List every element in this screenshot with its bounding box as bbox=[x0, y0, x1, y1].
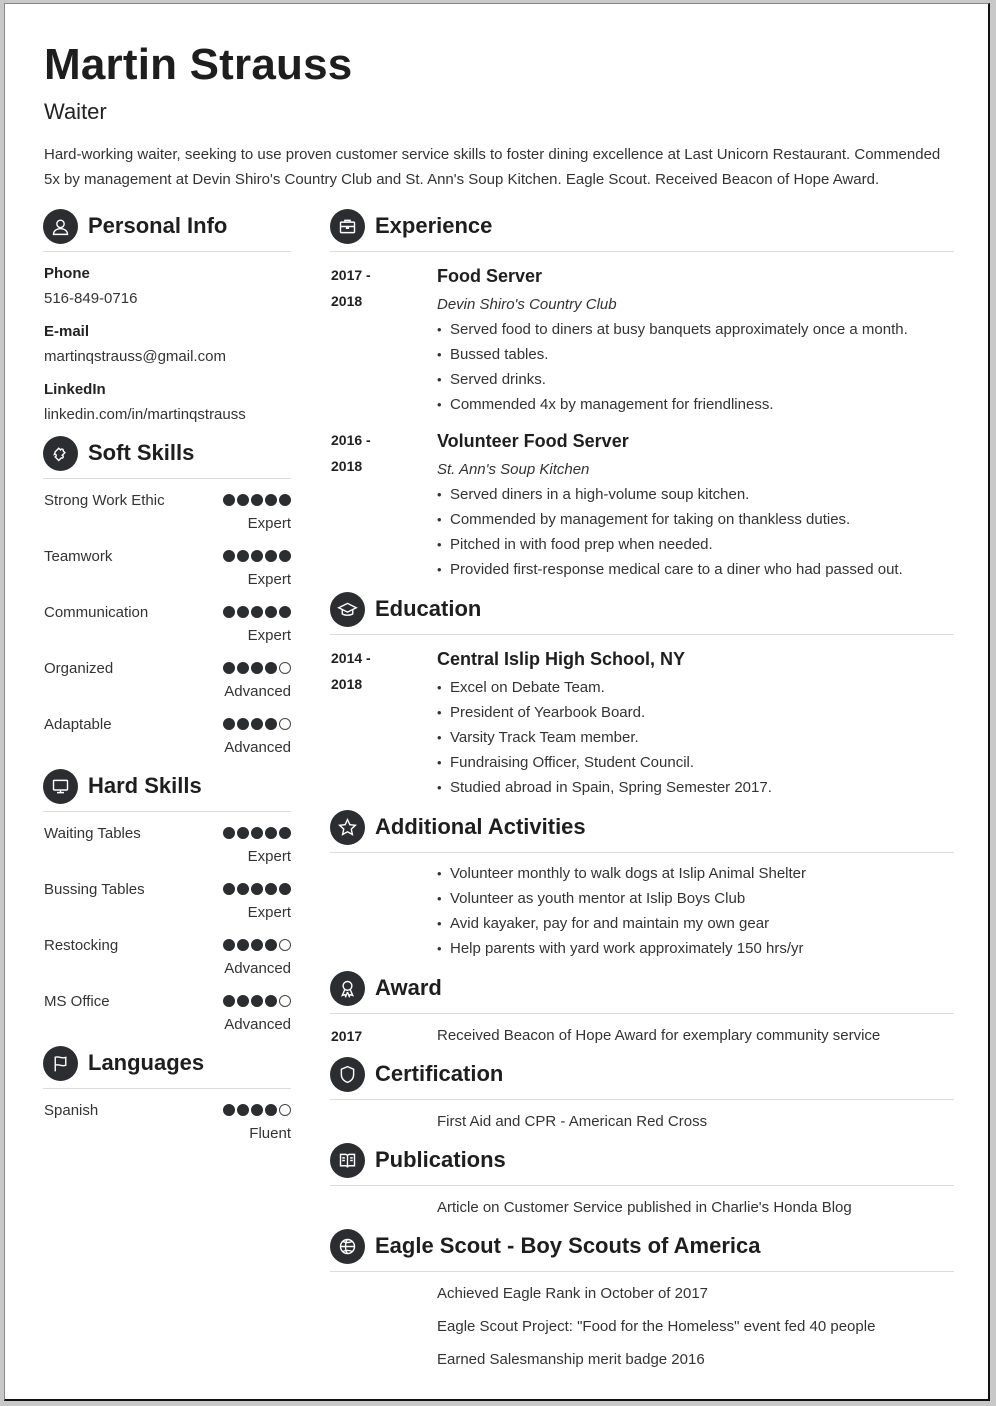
divider bbox=[43, 251, 291, 252]
section-title: Publications bbox=[375, 1147, 506, 1172]
skill-level: Expert bbox=[247, 515, 291, 532]
linkedin-value[interactable]: linkedin.com/in/martinqstrauss bbox=[44, 406, 246, 423]
date-range: 2016 - 2018 bbox=[331, 432, 371, 474]
divider bbox=[330, 1099, 954, 1100]
section-personal-info bbox=[43, 206, 227, 246]
graduation-cap-icon bbox=[330, 592, 365, 627]
rating-dots bbox=[223, 939, 291, 951]
section-title: Additional Activities bbox=[375, 814, 586, 839]
publication-text: Article on Customer Service published in Charlie's Honda Blog bbox=[437, 1199, 852, 1216]
section-education bbox=[330, 589, 481, 629]
section-publications bbox=[330, 1140, 506, 1180]
divider bbox=[43, 478, 291, 479]
person-icon bbox=[43, 209, 78, 244]
section-experience bbox=[330, 206, 492, 246]
skill-name: Communication bbox=[44, 604, 149, 621]
award-text: Received Beacon of Hope Award for exemplary community service bbox=[437, 1027, 881, 1044]
skill-item bbox=[44, 993, 291, 1043]
award-year: 2017 bbox=[331, 1028, 363, 1044]
skill-name: Organized bbox=[44, 660, 114, 677]
certification-text: First Aid and CPR - American Red Cross bbox=[437, 1113, 708, 1130]
section-title: Eagle Scout - Boy Scouts of America bbox=[375, 1233, 761, 1258]
phone-value: 516-849-0716 bbox=[44, 290, 138, 307]
section-award bbox=[330, 968, 442, 1008]
star-icon bbox=[330, 810, 365, 845]
section-title: Certification bbox=[375, 1061, 504, 1086]
candidate-name: Martin Strauss bbox=[44, 40, 353, 89]
rating-dots bbox=[223, 1104, 291, 1116]
job-bullets: • Served food to diners at busy banquets approximately once a month. • Bussed tables. • Served drinks. • Commended 4x by management for friendliness. bbox=[437, 317, 908, 417]
rating-dots bbox=[223, 550, 291, 562]
job-bullets: • Served diners in a high-volume soup kitchen. • Commended by management for taking on thankless duties. • Pitched in with food prep when needed. • Provided first-response medical care to a diner who had passed out. bbox=[437, 482, 903, 582]
skill-name: Strong Work Ethic bbox=[44, 492, 165, 509]
job-role: Volunteer Food Server bbox=[437, 431, 629, 451]
job-title: Waiter bbox=[44, 99, 107, 124]
briefcase-icon bbox=[330, 209, 365, 244]
skill-item bbox=[44, 825, 291, 875]
section-title: Languages bbox=[88, 1050, 205, 1075]
skill-level: Expert bbox=[247, 904, 291, 921]
ball-icon bbox=[330, 1229, 365, 1264]
skill-level: Expert bbox=[247, 627, 291, 644]
linkedin-label: LinkedIn bbox=[44, 381, 106, 398]
divider bbox=[330, 1271, 954, 1272]
skill-level: Advanced bbox=[224, 739, 291, 756]
email-label: E-mail bbox=[44, 323, 90, 340]
skill-item bbox=[44, 716, 291, 766]
skill-item bbox=[44, 492, 291, 542]
job-role: Food Server bbox=[437, 266, 543, 286]
skill-item bbox=[44, 660, 291, 710]
skill-name: Adaptable bbox=[44, 716, 112, 733]
monitor-icon bbox=[43, 769, 78, 804]
skill-level: Expert bbox=[247, 848, 291, 865]
section-title: Award bbox=[375, 975, 442, 1000]
puzzle-icon bbox=[43, 436, 78, 471]
book-icon bbox=[330, 1143, 365, 1178]
activities-bullets: • Volunteer monthly to walk dogs at Islip Animal Shelter • Volunteer as youth mentor at Islip Boys Club • Avid kayaker, pay for and maintain my own gear • Help parents with yard work approximately 150 hrs/yr bbox=[437, 861, 806, 961]
skill-name: MS Office bbox=[44, 993, 110, 1010]
section-title: Personal Info bbox=[88, 213, 228, 238]
section-hard-skills bbox=[43, 766, 202, 806]
section-title: Soft Skills bbox=[88, 440, 195, 465]
divider bbox=[330, 251, 954, 252]
skill-level: Advanced bbox=[224, 1016, 291, 1033]
eagle-scout-item: Eagle Scout Project: "Food for the Homeless" event fed 40 people bbox=[437, 1318, 876, 1335]
divider bbox=[330, 1185, 954, 1186]
skill-level: Expert bbox=[247, 571, 291, 588]
rating-dots bbox=[223, 662, 291, 674]
shield-icon bbox=[330, 1057, 365, 1092]
section-languages bbox=[43, 1043, 204, 1083]
divider bbox=[330, 852, 954, 853]
rating-dots bbox=[223, 827, 291, 839]
section-title: Experience bbox=[375, 213, 493, 238]
flag-icon bbox=[43, 1046, 78, 1081]
date-range: 2017 - 2018 bbox=[331, 267, 371, 309]
skill-item bbox=[44, 881, 291, 931]
divider bbox=[43, 811, 291, 812]
divider bbox=[43, 1088, 291, 1089]
section-soft-skills bbox=[43, 433, 194, 473]
education-bullets: • Excel on Debate Team. • President of Yearbook Board. • Varsity Track Team member. • Fundraising Officer, Student Council. • Studied abroad in Spain, Spring Semester 2017. bbox=[437, 675, 772, 800]
rating-dots bbox=[223, 494, 291, 506]
eagle-scout-item: Achieved Eagle Rank in October of 2017 bbox=[437, 1285, 709, 1302]
rating-dots bbox=[223, 883, 291, 895]
skill-item bbox=[44, 548, 291, 598]
skill-name: Teamwork bbox=[44, 548, 113, 565]
resume-page bbox=[4, 3, 990, 1401]
divider bbox=[330, 1013, 954, 1014]
company-name: Devin Shiro's Country Club bbox=[437, 296, 617, 313]
section-certification bbox=[330, 1054, 503, 1094]
section-additional-activities bbox=[330, 807, 586, 847]
rating-dots bbox=[223, 995, 291, 1007]
section-title: Education bbox=[375, 596, 482, 621]
skill-level: Advanced bbox=[224, 960, 291, 977]
phone-label: Phone bbox=[44, 265, 90, 282]
rating-dots bbox=[223, 606, 291, 618]
email-value[interactable]: martinqstrauss@gmail.com bbox=[44, 348, 226, 365]
section-title: Hard Skills bbox=[88, 773, 202, 798]
language-name: Spanish bbox=[44, 1102, 99, 1119]
language-level: Fluent bbox=[249, 1125, 291, 1142]
skill-name: Bussing Tables bbox=[44, 881, 145, 898]
summary: Hard-working waiter, seeking to use proven customer service skills to foster dining excellence at Last Unicorn Restaurant. Commended 5x by management at Devin Shiro's Country Club and St. Ann's Soup Kitchen. Eagle Scout. Received Beacon of Hope Award. bbox=[44, 146, 941, 188]
school-name: Central Islip High School, NY bbox=[437, 649, 686, 669]
language-item bbox=[44, 1102, 291, 1152]
eagle-scout-item: Earned Salesmanship merit badge 2016 bbox=[437, 1351, 705, 1368]
skill-item bbox=[44, 604, 291, 654]
divider bbox=[330, 634, 954, 635]
skill-name: Restocking bbox=[44, 937, 119, 954]
company-name: St. Ann's Soup Kitchen bbox=[437, 461, 590, 478]
skill-level: Advanced bbox=[224, 683, 291, 700]
rating-dots bbox=[223, 718, 291, 730]
ribbon-icon bbox=[330, 971, 365, 1006]
skill-name: Waiting Tables bbox=[44, 825, 141, 842]
skill-item bbox=[44, 937, 291, 987]
date-range: 2014 - 2018 bbox=[331, 650, 371, 692]
section-eagle-scout bbox=[330, 1226, 761, 1266]
